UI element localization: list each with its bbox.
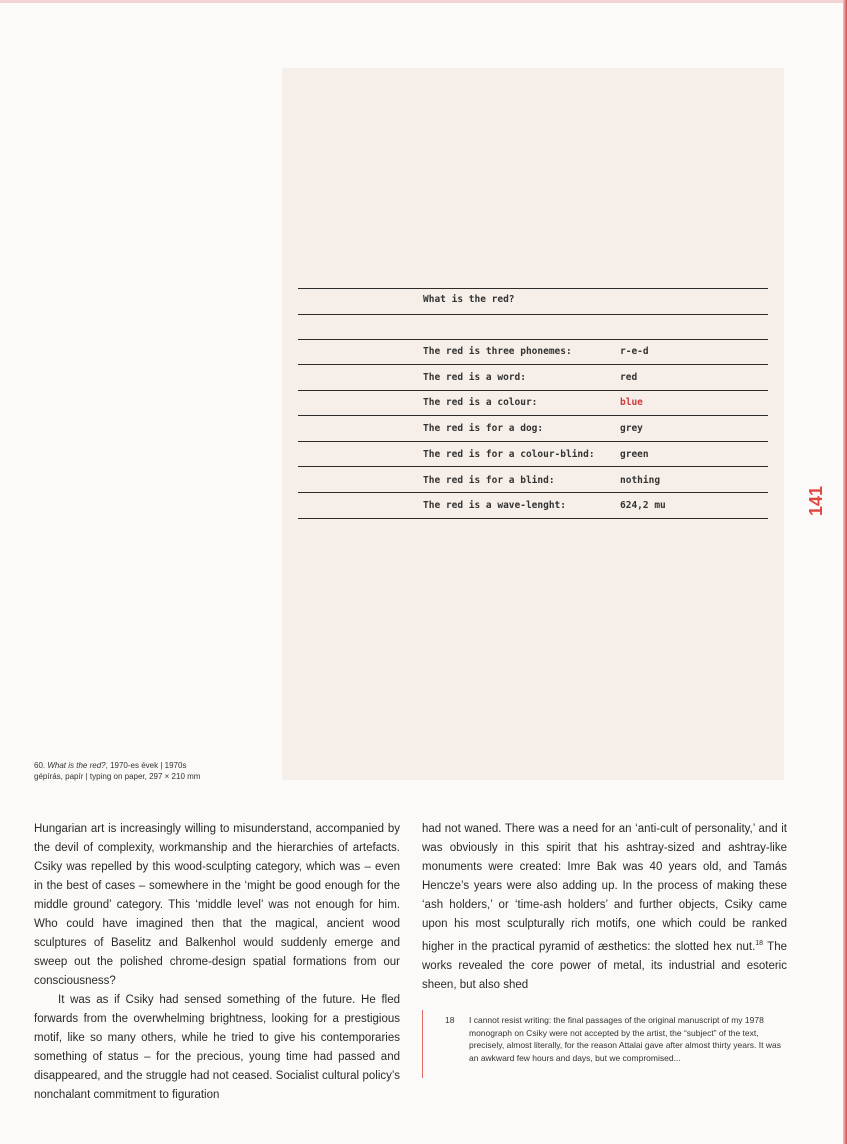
body-paragraph: It was as if Csiky had sensed something of the future. He fled forwards from the overwhelming brightness, looking for a prestigious motif, like so many others, while he tried to give his contemporaries something of status – for the precious, young time had passed and disappeared, and the struggle had not ceased. Socialist cultural policy’s nonchalant commitment to figuration: [34, 994, 400, 1101]
body-paragraph: [422, 820, 787, 995]
row-label: The red is a wave-lenght:: [423, 500, 566, 511]
page-edge-top: [0, 0, 847, 3]
caption-medium-hu: gépírás, papír: [34, 772, 84, 781]
caption-date-en: 1970s: [164, 761, 187, 770]
row-label: The red is a word:: [423, 372, 526, 383]
row-label: The red is for a colour-blind:: [423, 449, 595, 460]
body-column-right: [422, 820, 787, 995]
rule: [298, 288, 768, 289]
footnote-reference[interactable]: 18: [755, 940, 764, 947]
rule: [298, 441, 768, 442]
rule: [298, 492, 768, 493]
row-label: The red is a colour:: [423, 397, 538, 408]
footnote-text: I cannot resist writing: the final passages of the original manuscript of my 1978 monograph on Csiky were not accepted by the artist, the “subject” of the text, precisely, almost literally, for the reason Attalai gave after almost thirty years. It was an awkward few hours and days, but we compromised...: [469, 1015, 781, 1063]
caption-number: 60.: [34, 761, 46, 770]
row-label: The red is three phonemes:: [423, 346, 572, 357]
artwork-heading: What is the red?: [423, 294, 515, 305]
page-edge-right: [843, 0, 847, 1144]
rule: [298, 314, 768, 315]
row-value: 624,2 mu: [620, 500, 666, 511]
row-value: nothing: [620, 475, 661, 486]
row-value: grey: [620, 423, 643, 434]
body-text: had not waned. There was a need for an ‘anti-cult of personality,’ and it was obviously in this spirit that his ashtray-sized and ashtray-like monuments were created: Imre Bak was 40 years old, and Tamás Hencze’s years were also adding up. In the process of making these ‘ash holders,’ or ‘time-ash holders’ and further objects, Csiky came upon his most sculpturally rich motifs, one which could be ranked higher in the practical pyramid of æsthetics: the slotted hex nut.: [422, 823, 787, 953]
caption-title: What is the red?: [47, 761, 106, 770]
page-number: 141: [806, 485, 826, 516]
body-column-left: [34, 820, 400, 1105]
row-value: red: [620, 372, 638, 383]
caption-separator: |: [160, 761, 163, 770]
footnote-number: 18: [445, 1015, 455, 1025]
rule: [298, 466, 768, 467]
rule: [298, 364, 768, 365]
body-text: The works revealed the core power of metal, its industrial and esoteric sheen, but also shed: [422, 940, 787, 991]
rule: [298, 339, 768, 340]
body-paragraph: Hungarian art is increasingly willing to misunderstand, accompanied by the devil of complexity, workmanship and the hierarchies of artefacts. Csiky was repelled by this wood-sculpting category, which was – even in the best of cases – somewhere in the ‘might be good enough for the middle ground’ category. This ‘middle level’ was not enough for him. Who could have imagined then that the magical, ancient wood sculptures of Baselitz and Balkenhol would suddenly emerge and sweep out the polished chrome-design spatial formations from our consciousness?: [34, 823, 400, 987]
row-label: The red is for a blind:: [423, 475, 555, 486]
figure-caption: 60. What is the red?, 1970-es évek | 1970s gépírás, papír | typing on paper, 297 × 210 mm: [34, 761, 201, 781]
caption-medium-en: typing on paper, 297 × 210 mm: [89, 772, 201, 781]
caption-separator: |: [85, 772, 88, 781]
footnote: [422, 1010, 793, 1078]
row-value-highlight: blue: [620, 397, 643, 408]
rule: [298, 390, 768, 391]
row-label: The red is for a dog:: [423, 423, 544, 434]
caption-date-hu: 1970-es évek: [110, 761, 159, 770]
row-value: green: [620, 449, 649, 460]
rule: [298, 518, 768, 519]
rule: [298, 415, 768, 416]
row-value: r-e-d: [620, 346, 649, 357]
